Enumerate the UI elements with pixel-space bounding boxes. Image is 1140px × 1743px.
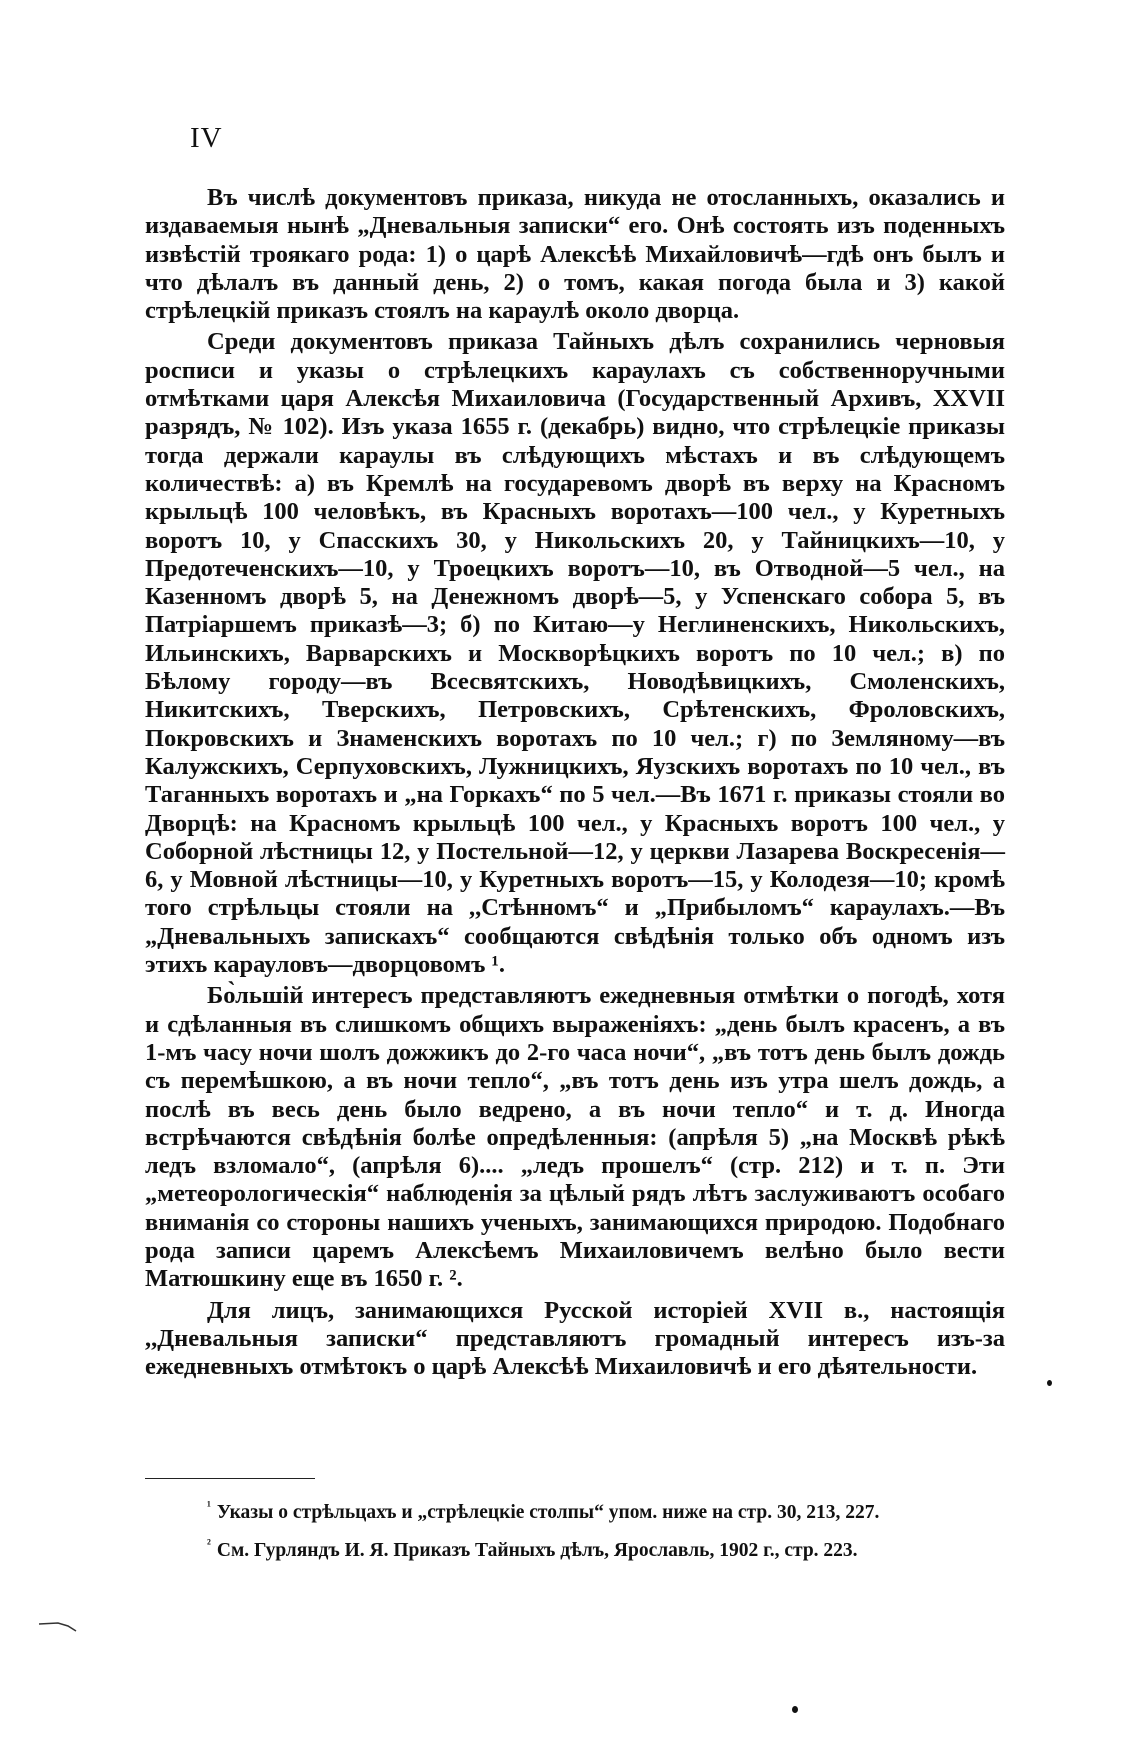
main-text — [145, 184, 1005, 1384]
footnote — [145, 1490, 1005, 1528]
scan-dot-icon — [1047, 1380, 1052, 1386]
footnote-mark: ² — [207, 1536, 211, 1551]
paragraph: Въ числѣ документовъ приказа, никуда не отосланныхъ, оказались и издаваемыя нынѣ „Дневальныя записки“ его. Онѣ состоять изъ поденныхъ извѣстій троякаго рода: 1) о царѣ Алексѣѣ Михайловичѣ—гдѣ онъ былъ и что дѣлалъ въ данный день, 2) о томъ, какая погода была и 3) какой стрѣлецкій приказъ стоялъ на караулѣ около дворца. — [145, 184, 1005, 325]
footnote-divider — [145, 1478, 315, 1479]
paragraph: Бо̀льшій интересъ представляютъ ежедневныя отмѣтки о погодѣ, хотя и сдѣланныя въ слишкомъ общихъ выраженіяхъ: „день былъ красенъ, а въ 1-мъ часу ночи шолъ дожжикъ до 2-го часа ночи“, „въ тотъ день былъ дождь съ перемѣшкою, а въ ночи тепло“, „въ тотъ день изъ утра шелъ дождь, а послѣ въ весь день было ведрено, а въ ночи тепло“ и т. д. Иногда встрѣчаются свѣдѣнія болѣе опредѣленныя: (апрѣля 5) „на Москвѣ рѣкѣ ледъ взломало“, (апрѣля 6).... „ледъ прошелъ“ (стр. 212) и т. п. Эти „метеорологическія“ наблюденія за цѣлый рядъ лѣтъ заслуживаютъ особаго вниманія со стороны нашихъ ученыхъ, занимающихся природою. Подобнаго рода записи царемъ Алексѣемъ Михаиловичемъ велѣно было вести Матюшкину еще въ 1650 г. ². — [145, 982, 1005, 1293]
footnote-mark: ¹ — [207, 1498, 211, 1513]
footnote — [145, 1528, 1005, 1566]
page-number: IV — [190, 122, 223, 154]
scan-mark-icon — [38, 1618, 78, 1632]
footnote-text: Указы о стрѣльцахъ и „стрѣлецкіе столпы“ упом. ниже на стр. 30, 213, 227. — [216, 1502, 880, 1523]
footnote-text: См. Гурляндъ И. Я. Приказъ Тайныхъ дѣлъ, Ярославль, 1902 г., стр. 223. — [216, 1540, 858, 1561]
footnotes — [145, 1490, 1005, 1566]
paragraph: Среди документовъ приказа Тайныхъ дѣлъ сохранились черновыя росписи и указы о стрѣлецкихъ караулахъ съ собственноручными отмѣтками царя Алексѣя Михаиловича (Государственный Архивъ, XXVII разрядъ, № 102). Изъ указа 1655 г. (декабрь) видно, что стрѣлецкіе приказы тогда держали караулы въ слѣдующихъ мѣстахъ и въ слѣдующемъ количествѣ: а) въ Кремлѣ на государевомъ дворѣ въ верху на Красномъ крыльцѣ 100 человѣкъ, въ Красныхъ воротахъ—100 чел., у Куретныхъ воротъ 10, у Спасскихъ 30, у Никольскихъ 20, у Тайницкихъ—10, у Предотеченскихъ—10, у Троецкихъ воротъ—10, въ Отводной—5 чел., на Казенномъ дворѣ 5, на Денежномъ дворѣ—5, у Успенскаго собора 5, въ Патріаршемъ приказѣ—3; б) по Китаю—у Неглиненскихъ, Никольскихъ, Ильинскихъ, Варварскихъ и Москворѣцкихъ воротъ по 10 чел.; в) по Бѣлому городу—въ Всесвятскихъ, Новодѣвицкихъ, Смоленскихъ, Никитскихъ, Тверскихъ, Петровскихъ, Срѣтенскихъ, Фроловскихъ, Покровскихъ и Знаменскихъ воротахъ по 10 чел.; г) по Земляному—въ Калужскихъ, Серпуховскихъ, Лужницкихъ, Яузскихъ воротахъ по 10 чел., въ Таганныхъ воротахъ и „на Горкахъ“ по 5 чел.—Въ 1671 г. приказы стояли во Дворцѣ: на Красномъ крыльцѣ 100 чел., у Красныхъ воротъ 100 чел., у Соборной лѣстницы 12, у Постельной—12, у церкви Лазарева Воскресенія—6, у Мовной лѣстницы—10, у Куретныхъ воротъ—15, у Колодезя—10; кромѣ того стрѣльцы стояли на ,,Стѣнномъ“ и „Прибыломъ“ караулахъ.—Въ „Дневальныхъ запискахъ“ сообщаются свѣдѣнія только объ одномъ изъ этихъ карауловъ—дворцовомъ ¹. — [145, 328, 1005, 979]
scan-dot-icon — [792, 1706, 798, 1713]
paragraph: Для лицъ, занимающихся Русской исторіей XVII в., настоящія ,,Дневальныя записки“ представляютъ громадный интересъ изъ-за ежедневныхъ отмѣтокъ о царѣ Алексѣѣ Михаиловичѣ и его дѣятельности. — [145, 1296, 1005, 1381]
